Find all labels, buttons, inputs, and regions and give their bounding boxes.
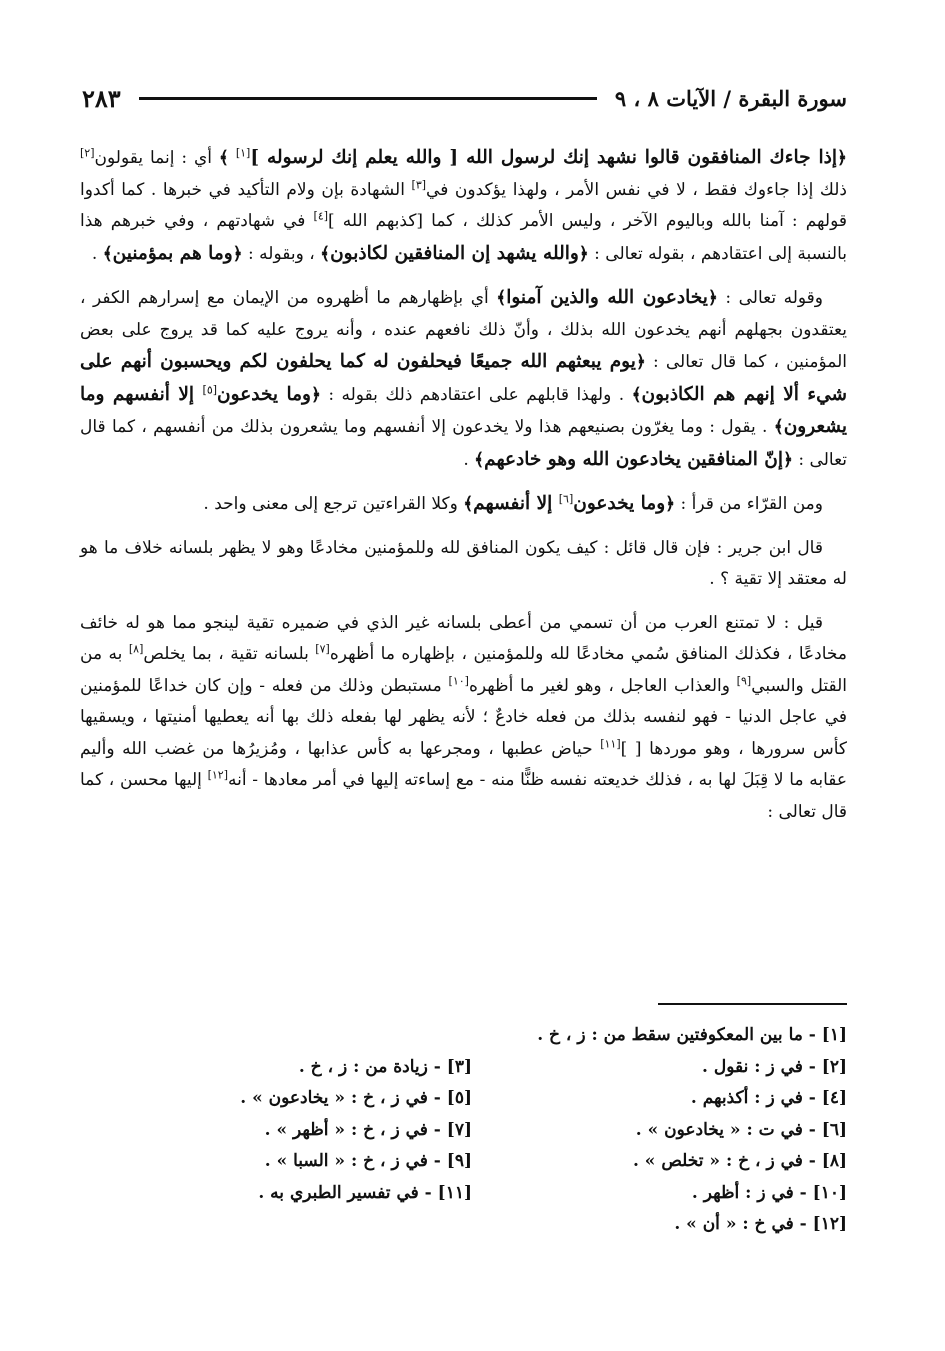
- quran-quote: إذا جاءك المنافقون قالوا نشهد إنك لرسول الله [ والله يعلم إنك لرسوله ]: [250, 147, 838, 168]
- ornate-bracket-open: ﴿: [837, 148, 847, 168]
- footnote-row: [80, 1020, 847, 1052]
- footnote-ref: [٦]: [558, 492, 574, 506]
- body-span: مستبطن وذلك من فعله - وإن كان خداعًا للمؤمنين في عاجل الدنيا - فهو لنفسه بذلك من فعله خادعٌ ؛ لأنه يظهر لها بفعله ذلك بها أنه يعطيها أمنيتها ، ويسقيها كأس سرورها ، وهو موردها [ ]: [80, 675, 848, 759]
- body-span: وقوله تعالى :: [717, 288, 824, 308]
- page-number: ٢٨٣: [82, 83, 121, 113]
- quran-quote: إلا أنفسهم وما يشعرون: [80, 383, 847, 437]
- body-span: بلسانه تقية ، بما يخلص: [143, 644, 316, 664]
- footnote-row: [80, 1083, 847, 1115]
- footnote: [٦] - في ت : « يخادعون » .: [635, 1119, 847, 1140]
- ornate-bracket-close: ﴾: [773, 417, 784, 437]
- ornate-bracket-open: ﴿: [707, 288, 718, 308]
- ornate-bracket-close: ﴾: [102, 243, 113, 264]
- footnote-ref: [٧]: [315, 642, 330, 656]
- footnote: [١٢] - في خ : « أن » .: [674, 1214, 847, 1234]
- footnote-ref: [٩]: [736, 673, 752, 687]
- running-head-title: سورة البقرة / الآيات ٨ ، ٩: [614, 85, 847, 111]
- body-span: والعذاب العاجل ، وهو لغير ما أظهره: [468, 675, 737, 696]
- footnote-ref: [٢]: [80, 146, 95, 160]
- footnote-row: [80, 1052, 847, 1084]
- quran-quote: وما يخدعون: [573, 493, 666, 514]
- body-span: به من القتل والسبي: [80, 644, 848, 696]
- ornate-bracket-close: ﴾: [631, 384, 642, 405]
- body-span: قيل : لا تمتنع العرب من أن تسمي من أعطى بلسانه غير الذي في ضميره تقية لينجو مما هو له خائف مخادعًا ، فكذلك المنافق سُمي مخادعًا لله وللمؤمنين ، بإظهاره ما أظهره: [80, 612, 848, 664]
- body-span: . يقول : وما يغرّون بصنيعهم هذا ولا يخدعون إلا أنفسهم وما يشعرون بذلك من أنفسهم ، كما قال تعالى :: [80, 417, 847, 470]
- body-span: ، وبقوله :: [242, 243, 321, 264]
- body-span: .: [463, 449, 475, 470]
- body-span: حياض عطبها ، ومجرعها به كأس عذابها ، ومُزيرُها من غضب الله وأليم عقابه ما لا قِبَلَ لها به ، فذلك خديعته نفسه ظنًّا منه - مع إساءته إليها في أمر معادها - أنه: [80, 738, 847, 790]
- footnote: [٩] - في ز ، خ : « السبا » .: [264, 1151, 472, 1171]
- running-head-rule: [139, 97, 597, 100]
- footnote: [٣] - زيادة من : ز ، خ .: [298, 1056, 472, 1077]
- footnote-ref: [٥]: [202, 382, 218, 396]
- footnote: [١١] - في تفسير الطبري به .: [258, 1182, 472, 1203]
- body-span: . ولهذا قابلهم على اعتقادهم ذلك بقوله :: [320, 384, 632, 405]
- body-span: أي : إنما يقولون: [94, 148, 219, 168]
- footnote-row: [80, 1115, 847, 1147]
- quran-quote: وما هم بمؤمنين: [112, 242, 233, 264]
- ornate-bracket-open: ﴿: [665, 494, 676, 514]
- ornate-bracket-close: ﴾: [320, 243, 331, 264]
- ornate-bracket-close: ﴾: [496, 288, 507, 308]
- body-span: وكلا القراءتين ترجع إلى معنى واحد .: [203, 494, 464, 514]
- footnote-row: [80, 1146, 847, 1178]
- footnote-divider: [658, 1003, 847, 1005]
- body-span: الشهادة بإن ولام التأكيد في خبرها . كما أكدوا قولهم : آمنا بالله وباليوم الآخر ، وليس الأمر كذلك ، كما [كذبهم الله ]: [80, 179, 847, 231]
- ornate-bracket-close: ﴾: [474, 449, 485, 470]
- ornate-bracket-close: ﴾: [463, 494, 474, 514]
- footnote: [١] - ما بين المعكوفتين سقط من : ز ، خ .: [537, 1025, 847, 1045]
- ornate-bracket-open: ﴿: [783, 449, 793, 470]
- paragraph: [80, 282, 847, 476]
- footnotes: [80, 1020, 847, 1241]
- quran-quote: يوم يبعثهم الله جميعًا فيحلفون له كما يحلفون لكم ويحسبون أنهم على شيء ألا إنهم هم الكاذبون: [80, 351, 848, 405]
- body-span: أي بإظهارهم ما أظهروه من الإيمان مع إسرارهم الكفر ، يعتقدون بجهلهم أنهم يخدعون الله بذلك ، وأنّ ذلك نافعهم عنده ، وأنه يروج عليه كما قد يروج على بعض المؤمنين ، كما قال تعالى :: [80, 288, 847, 372]
- paragraph: [80, 142, 847, 270]
- footnote: [٢] - في ز : نقول .: [702, 1056, 847, 1077]
- footnote-ref: [١٢]: [207, 768, 228, 782]
- paragraph: [80, 488, 847, 521]
- footnote: [٧] - في ز ، خ : « أظهر » .: [264, 1119, 472, 1140]
- footnote-ref: [٨]: [128, 642, 144, 656]
- footnote: [٤] - في ز : أكذبهم .: [690, 1088, 847, 1108]
- footnote: [٨] - في ز ، خ : « تخلص » .: [632, 1151, 847, 1171]
- footnote-row: [80, 1178, 847, 1210]
- body-span: في شهادتهم ، وفي خبرهم هذا بالنسبة إلى اعتقادهم ، بقوله تعالى :: [80, 211, 847, 264]
- footnote: [٥] - في ز ، خ : « يخادعون » .: [240, 1088, 472, 1108]
- quran-quote: وما يخدعون: [217, 383, 311, 405]
- body-span: إليها محسن ، كما قال تعالى :: [80, 770, 847, 822]
- footnote-ref: [١]: [235, 146, 251, 160]
- body-span: .: [91, 243, 103, 264]
- paragraph: [80, 608, 847, 829]
- footnote-row: [80, 1209, 847, 1241]
- quran-quote: يخادعون الله والذين آمنوا: [506, 287, 708, 308]
- footnote-ref: [٣]: [411, 177, 427, 191]
- quran-quote: والله يشهد إن المنافقين لكاذبون: [330, 242, 579, 264]
- ornate-bracket-close: ﴾: [218, 148, 229, 168]
- footnote-ref: [٤]: [313, 209, 329, 223]
- quran-quote: إلا أنفسهم: [473, 493, 559, 514]
- quran-quote: إنّ المنافقين يخادعون الله وهو خادعهم: [484, 448, 784, 470]
- ornate-bracket-open: ﴿: [635, 352, 646, 372]
- ornate-bracket-open: ﴿: [310, 384, 321, 405]
- body-span: قال ابن جرير : فإن قال قائل : كيف يكون المنافق لله وللمؤمنين مخادعًا وهو لا يظهر بلسانه خلاف ما هو له معتقد إلا تقية ؟ .: [80, 537, 847, 589]
- footnote-ref: [١٠]: [448, 673, 469, 687]
- paragraph: [80, 533, 847, 596]
- body-span: ومن القرّاء من قرأ :: [675, 494, 823, 514]
- ornate-bracket-open: ﴿: [232, 243, 243, 264]
- running-head: [82, 80, 847, 116]
- body-span: ذلك إذا جاءوك فقط ، لا في نفس الأمر ، ولهذا يؤكدون في: [426, 179, 847, 200]
- body-text: [80, 142, 847, 840]
- footnote: [١٠] - في ز : أظهر .: [691, 1182, 847, 1203]
- footnote-ref: [١١]: [600, 736, 621, 750]
- ornate-bracket-open: ﴿: [578, 243, 589, 264]
